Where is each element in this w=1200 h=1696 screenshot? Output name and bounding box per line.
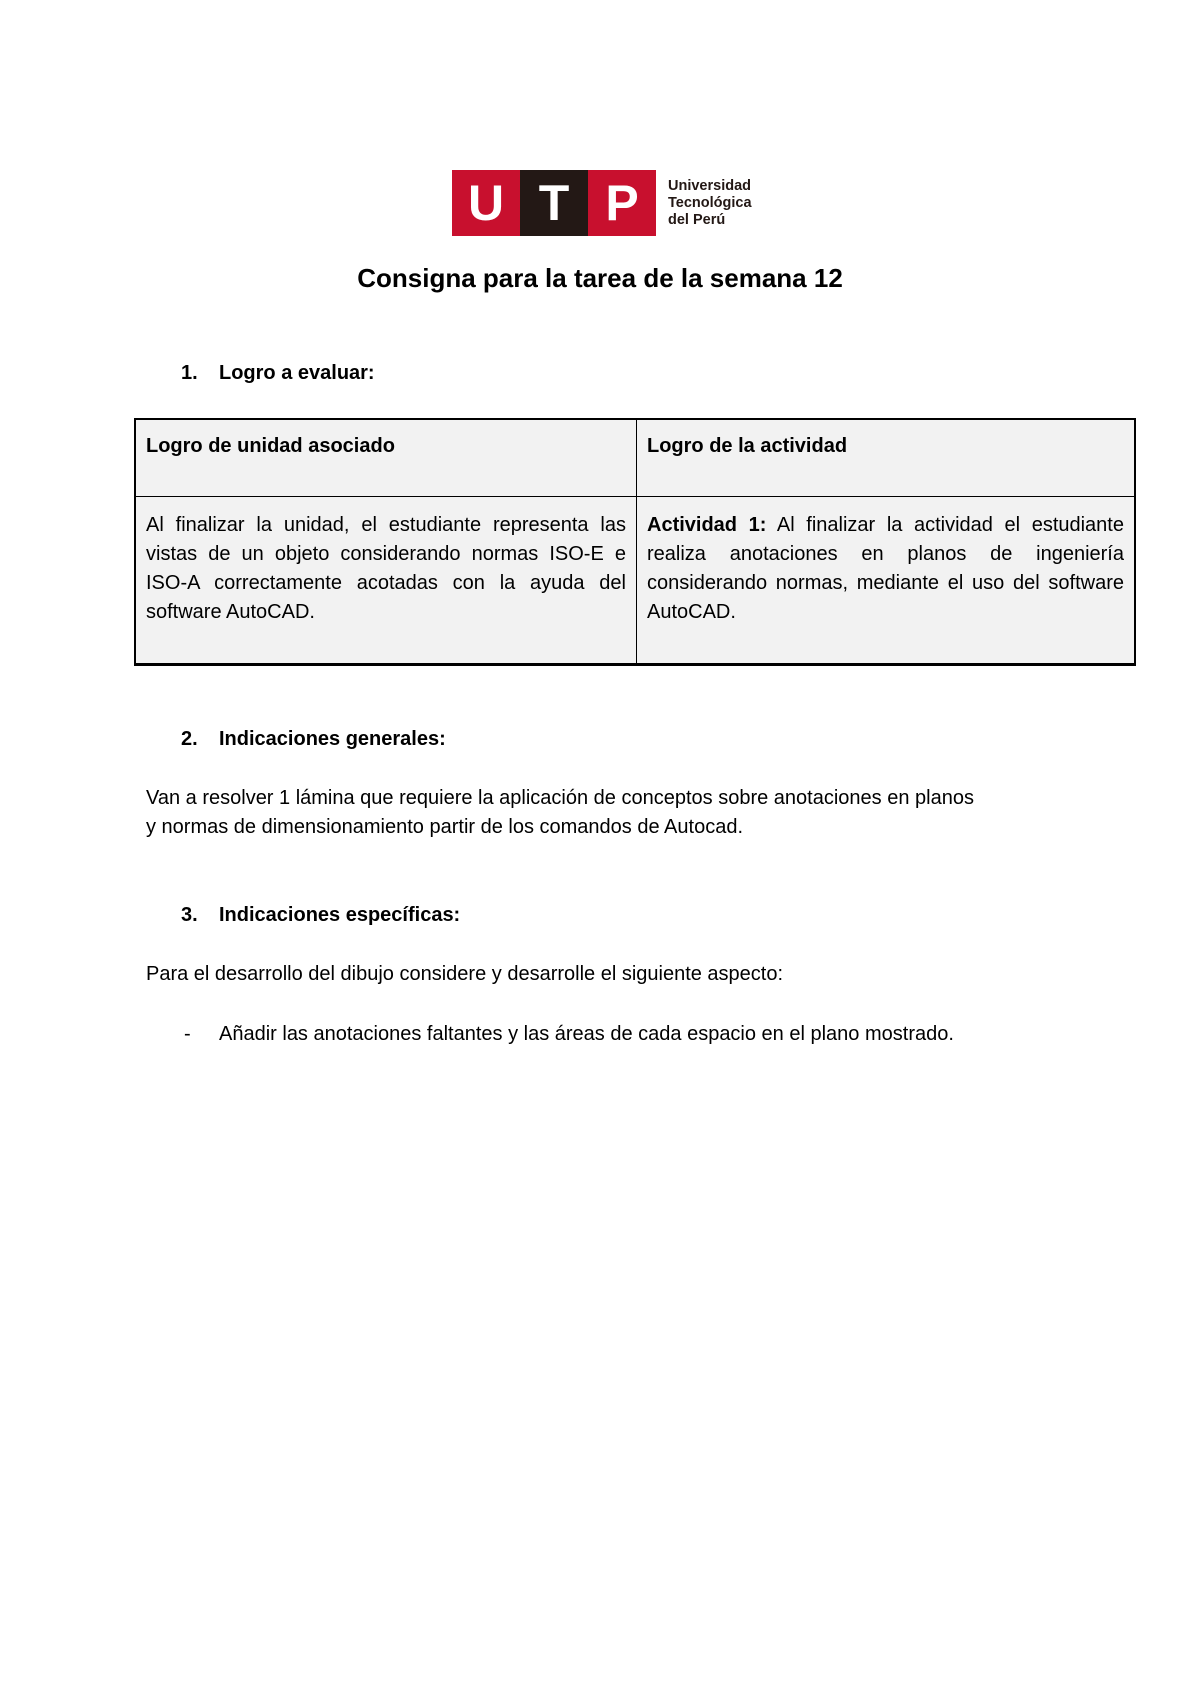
table-cell-unit-logro: Al finalizar la unidad, el estudiante representa las vistas de un objeto considerando normas ISO-E e ISO-A correctamente acotadas con la ayuda del software AutoCAD.	[136, 497, 637, 663]
table-header-activity: Logro de la actividad	[647, 435, 848, 457]
logo-letter-blocks	[452, 170, 656, 236]
table-header-row	[136, 420, 1134, 497]
section-heading-especificas	[181, 902, 460, 928]
section-title: Logro a evaluar:	[219, 362, 375, 384]
document-title: Consigna para la tarea de la semana 12	[357, 263, 843, 293]
bullet-marker: -	[184, 1023, 191, 1045]
table-cell-activity-logro	[637, 497, 1134, 663]
bullet-text: Añadir las anotaciones faltantes y las áreas de cada espacio en el plano mostrado.	[219, 1023, 954, 1045]
logro-table	[134, 418, 1136, 666]
section-number: 2.	[181, 728, 198, 750]
section-heading-logro	[181, 360, 375, 386]
logo-letter-p: P	[588, 170, 656, 236]
logo-name-line: del Perú	[668, 211, 726, 228]
logo-letter-t: T	[520, 170, 588, 236]
utp-logo	[452, 170, 752, 236]
section-number: 1.	[181, 362, 198, 384]
logo-name-line: Tecnológica	[668, 194, 752, 211]
logo-letter-u: U	[452, 170, 520, 236]
general-instructions-line: Van a resolver 1 lámina que requiere la aplicación de conceptos sobre anotaciones en planos	[146, 787, 974, 809]
logo-name-line: Universidad	[668, 177, 751, 194]
section-heading-generales	[181, 726, 446, 752]
section-number: 3.	[181, 904, 198, 926]
section-title: Indicaciones específicas:	[219, 904, 461, 926]
list-item	[184, 1020, 954, 1049]
activity-label: Actividad 1:	[647, 514, 767, 536]
general-instructions-line: y normas de dimensionamiento partir de los comandos de Autocad.	[146, 816, 744, 838]
table-header-unit: Logro de unidad asociado	[136, 420, 637, 496]
section-title: Indicaciones generales:	[219, 728, 446, 750]
table-row	[136, 497, 1134, 663]
specific-instructions-intro: Para el desarrollo del dibujo considere y desarrolle el siguiente aspecto:	[146, 963, 784, 985]
activity-text: Al finalizar la actividad el estudiante realiza anotaciones en planos de ingeniería considerando normas, mediante el uso del software AutoCAD.	[647, 514, 1124, 623]
logo-university-name	[668, 178, 752, 229]
